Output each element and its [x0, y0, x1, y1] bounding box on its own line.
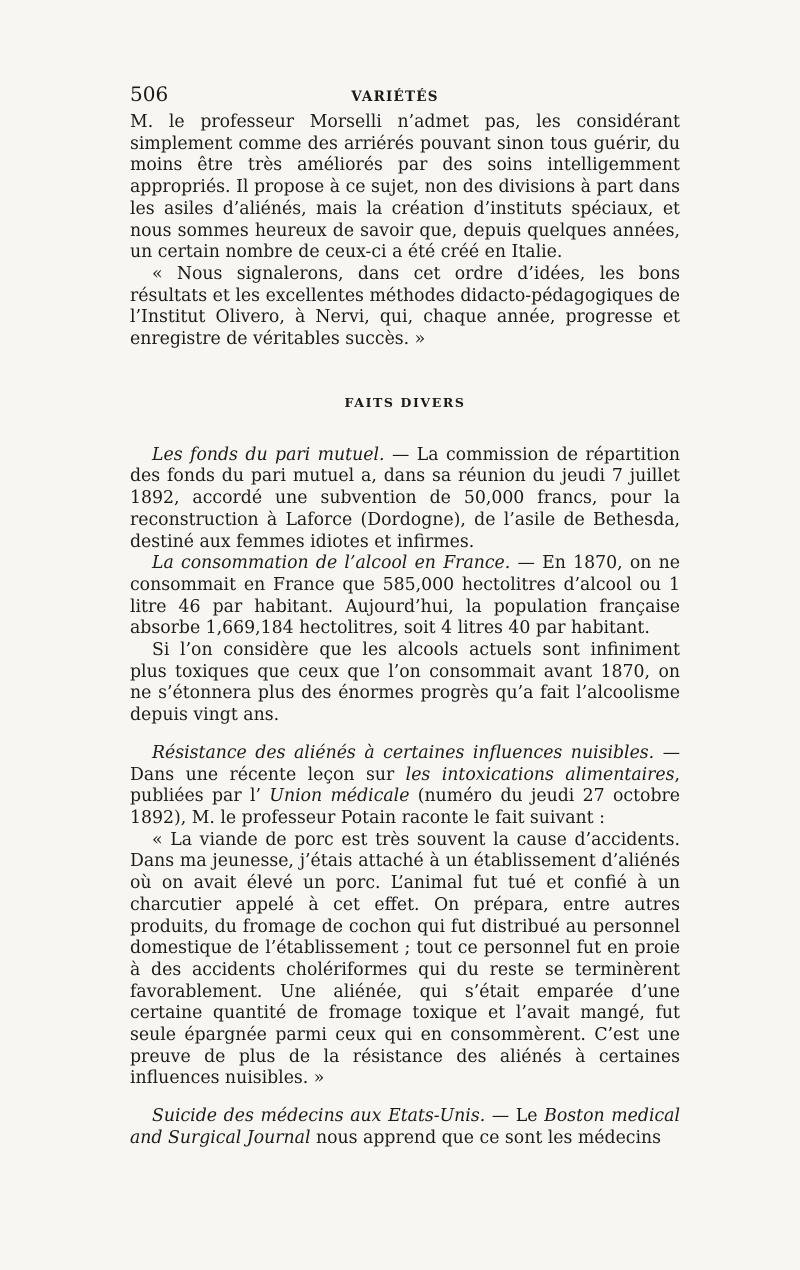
- item-resistance-text-b: , publiées par l’: [130, 764, 680, 807]
- item-alcool-title: La consommation de l’alcool en France.: [152, 553, 511, 574]
- item-alcool-text: — En 1870, on ne consommait en France que 585,000 hectolitres d’alcool ou 1 litre 46 par habitant. Aujourd’hui, la population française absorbe 1,669,184 hectolitres, soit 4 litres 40 par habitant.: [130, 553, 681, 639]
- opening-quote: « Nous signalerons, dans cet ordre d’idées, les bons résultats et les excellentes méthodes didacto-pédagogiques de l’Institut Olivero, à Nervi, qui, chaque année, progresse et enregistre de véritables succès. »: [130, 263, 680, 350]
- item-resistance-text-a: — Dans une récente leçon sur: [130, 742, 680, 785]
- page-header: [130, 82, 680, 112]
- item-alcool-p2: Si l’on considère que les alcools actuels sont infiniment plus toxiques que ceux que l’on consommait avant 1870, on ne s’étonnera plus des énormes progrès qu’a fait l’alcoolisme depuis vingt ans.: [130, 640, 680, 726]
- item-suicide-text-b: nous apprend que ce sont les médecins: [310, 1127, 661, 1148]
- item-resistance-text-c: (numéro du jeudi 27 octobre 1892), M. le professeur Potain raconte le fait suivant :: [130, 786, 681, 828]
- running-title: VARIÉTÉS: [351, 89, 439, 105]
- page-number: 506: [130, 82, 169, 106]
- item-fonds: [130, 445, 680, 554]
- section-title: FAITS DIVERS: [344, 394, 466, 410]
- item-suicide: [130, 1106, 680, 1149]
- book-page: [130, 82, 680, 1150]
- item-fonds-title: Les fonds du pari mutuel.: [152, 444, 385, 465]
- item-suicide-text-a: — Le: [485, 1106, 545, 1127]
- item-fonds-text: — La commission de répartition des fonds du pari mutuel a, dans sa réunion du jeudi 7 juillet 1892, accordé une subvention de 50,000 francs, pour la reconstruction à Laforce (Dordogne), de l’asile de Bethesda, destiné aux femmes idiotes et infirmes.: [130, 444, 680, 552]
- item-resistance-ital-a: les intoxications alimentaires: [405, 764, 675, 785]
- item-suicide-ital: Boston medical and Surgical Journal: [130, 1106, 680, 1148]
- item-alcool: [130, 553, 680, 640]
- item-suicide-title: Suicide des médecins aux Etats-Unis.: [152, 1106, 486, 1127]
- item-resistance-title: Résistance des aliénés à certaines influences nuisibles.: [152, 742, 655, 763]
- opening-paragraph: M. le professeur Morselli n’admet pas, les considérant simplement comme des arriérés pouvant sinon tous guérir, du moins être très améliorés par des soins intelligemment appropriés. Il propose à ce sujet, non des divisions à part dans les asiles d’aliénés, mais la création d’instituts spéciaux, et nous sommes heureux de savoir que, depuis quelques années, un certain nombre de ceux-ci a été créé en Italie.: [130, 112, 680, 263]
- item-resistance-ital-b: Union médicale: [269, 786, 410, 807]
- item-resistance-quote: « La viande de porc est très souvent la cause d’accidents. Dans ma jeunesse, j’étais attaché à un établissement d’aliénés où on avait élevé un porc. L’animal fut tué et confié à un charcutier appelé à cet effet. On prépara, entre autres produits, du fromage de cochon qui fut distribué au personnel domestique de l’établissement ; tout ce personnel fut en proie à des accidents cholériformes qui du reste se terminèrent favorablement. Une aliénée, qui s’était emparée d’une certaine quantité de fromage toxique et l’avait mangé, fut seule épargnée parmi ceux qui en consommèrent. C’est une preuve de plus de la résistance des aliénés à certaines influences nuisibles. »: [130, 829, 680, 1089]
- item-resistance: [130, 743, 680, 830]
